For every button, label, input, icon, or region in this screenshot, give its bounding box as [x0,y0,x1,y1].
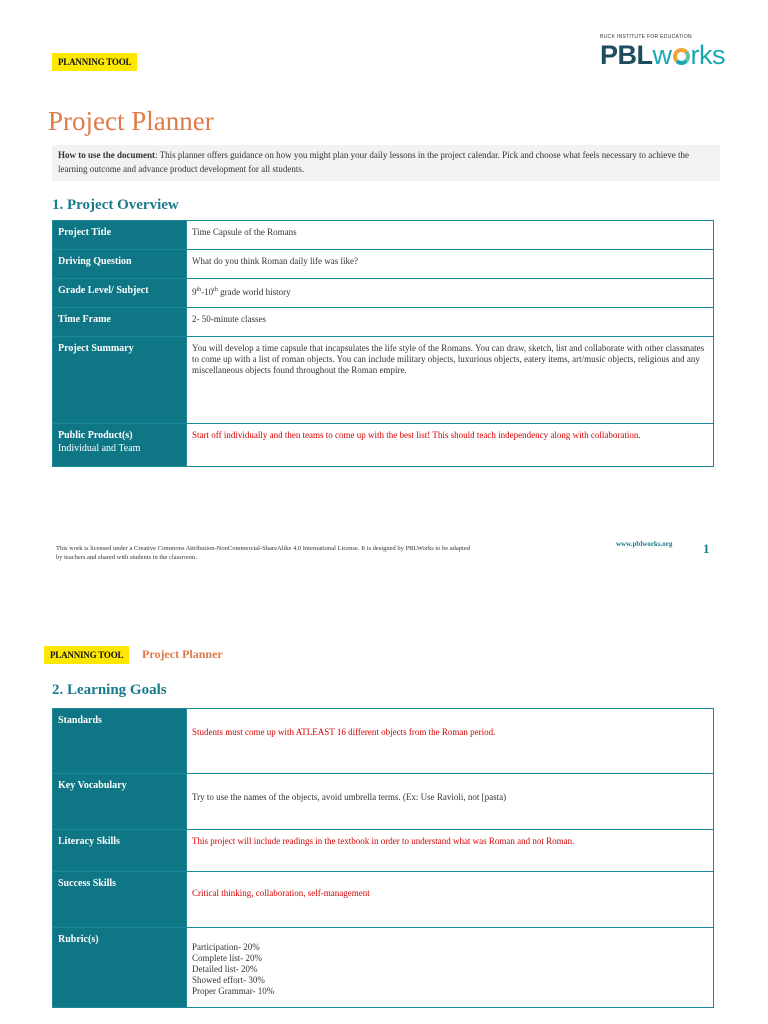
project-overview-table [52,220,714,467]
rubric-item: Participation- 20% [192,942,260,952]
rubric-item: Complete list- 20% [192,953,262,963]
row-label: Grade Level/ Subject [53,279,187,308]
row-label: Project Title [53,221,187,250]
row-label: Driving Question [53,250,187,279]
row-value: 2- 50-minute classes [187,308,714,337]
table-row [53,250,714,279]
table-row [53,709,714,774]
table-row [53,928,714,1008]
row-value: Time Capsule of the Romans [187,221,714,250]
row-label: Literacy Skills [53,830,187,872]
row-value: Critical thinking, collaboration, self-management [187,872,714,928]
table-row [53,830,714,872]
row-value: 9th-10th grade world history [187,279,714,308]
learning-goals-table [52,708,714,1008]
table-row [53,279,714,308]
table-row [53,872,714,928]
header-page-title: Project Planner [142,647,223,661]
rubric-item: Detailed list- 20% [192,964,258,974]
row-label: Time Frame [53,308,187,337]
row-label: Key Vocabulary [53,774,187,830]
row-value: Start off individually and then teams to come up with the best list! This should teach independency along with collaboration. [187,424,714,467]
logo-tagline: BUCK INSTITUTE FOR EDUCATION [600,34,692,40]
table-row [53,308,714,337]
table-row [53,337,714,424]
section-heading-learning-goals: 2. Learning Goals [52,682,167,698]
planning-tool-badge: PLANNING TOOL [44,646,129,664]
license-note: This work is licensed under a Creative Commons Attribution-NonCommercial-ShareAlike 4.0 International License. It is designed by PBLWorks to be adapted by teachers and shared with students in the classroom. [56,545,471,561]
rubric-item: Showed effort- 30% [192,975,265,985]
page-title: Project Planner [48,106,214,136]
table-row [53,221,714,250]
planning-tool-badge: PLANNING TOOL [52,53,137,71]
website-link[interactable]: www.pblworks.org [616,540,673,548]
section-heading-overview: 1. Project Overview [52,197,179,213]
pblworks-logo [600,34,730,74]
row-label: Rubric(s) [53,928,187,1008]
row-value: What do you think Roman daily life was like? [187,250,714,279]
rubric-list [187,928,714,1008]
row-sublabel: Individual and Team [58,443,141,454]
row-value: This project will include readings in the textbook in order to understand what was Roman and not Roman. [187,830,714,872]
page-number: 1 [703,541,710,556]
row-value: Students must come up with ATLEAST 16 different objects from the Roman period. [187,709,714,774]
row-value: You will develop a time capsule that incapsulates the life style of the Romans. You can draw, sketch, list and collaborate with other classmates to come up with a list of roman objects. You can include military objects, luxurious objects, eatery items, art/music objects, religious and any miscellaneous objects found throughout the Roman empire. [187,337,714,424]
table-row [53,774,714,830]
row-label: Standards [53,709,187,774]
row-label: Public Product(s) Individual and Team [53,424,187,467]
rubric-item: Proper Grammar- 10% [192,986,275,996]
logo-wordmark: PBLw rks [600,40,725,70]
row-value: Try to use the names of the objects, avoid umbrella terms. (Ex: Use Ravioli, not [pasta) [187,774,714,830]
row-label: Project Summary [53,337,187,424]
row-label: Success Skills [53,872,187,928]
logo-ring-icon [673,48,690,65]
how-to-use-box: How to use the document: This planner offers guidance on how you might plan your daily lessons in the project calendar. Pick and choose what feels necessary to achieve the learning outcome and advance product development for all students. [52,145,720,181]
table-row [53,424,714,467]
